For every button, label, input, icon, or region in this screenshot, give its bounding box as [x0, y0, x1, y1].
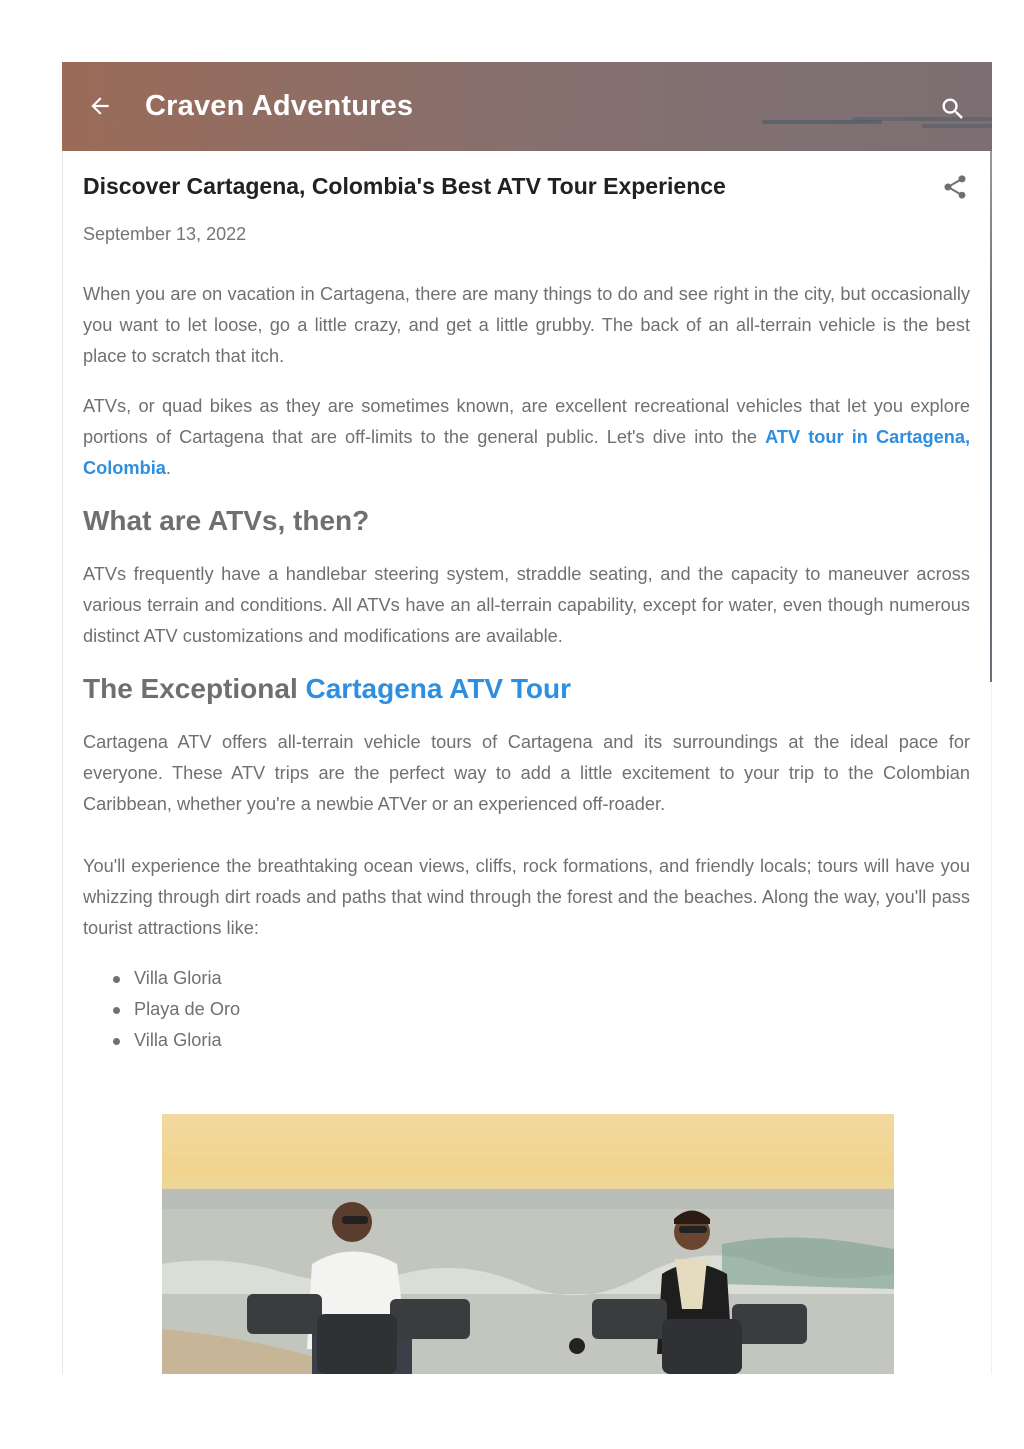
share-button[interactable] [940, 172, 970, 202]
paragraph-tour-offer: Cartagena ATV offers all-terrain vehicle tours of Cartagena and its surroundings at the ideal pace for everyone. These ATV trips are the perfect way to add a little excitement to your trip to the Colombian Caribbean, whether you're a newbie ATVer or an experienced off-roader. [83, 732, 970, 814]
card-border [990, 150, 992, 682]
post-title: Discover Cartagena, Colombia's Best ATV Tour Experience [83, 173, 726, 199]
header-background-streak [852, 117, 992, 121]
section-heading-what-are-atvs: What are ATVs, then? [83, 505, 370, 536]
heading-text: The Exceptional [83, 673, 306, 704]
bullet-icon [113, 976, 120, 983]
paragraph-text: . [165, 458, 171, 478]
attractions-list [108, 963, 970, 1056]
arrow-left-icon [87, 93, 113, 119]
paragraph-atvs [83, 391, 970, 484]
list-item [108, 1025, 970, 1056]
list-item [108, 963, 970, 994]
atv-beach-photo[interactable] [162, 1114, 894, 1374]
bullet-icon [113, 1038, 120, 1045]
paragraph-atv-description: ATVs frequently have a handlebar steering system, straddle seating, and the capacity to maneuver across various terrain and conditions. All ATVs have an all-terrain capability, except for water, even though numerous distinct ATV customizations and modifications are available. [83, 564, 970, 646]
paragraph-experience: You'll experience the breathtaking ocean views, cliffs, rock formations, and friendly locals; tours will have you whizzing through dirt roads and paths that wind through the forest and the beaches. Along the way, you'll pass tourist attractions like: [83, 856, 970, 938]
back-button[interactable] [82, 88, 118, 124]
list-item [108, 994, 970, 1025]
post-date: September 13, 2022 [83, 224, 247, 244]
list-item-text: Villa Gloria [134, 968, 222, 988]
atv-tour-link[interactable]: ATV tour in Cartagena, Colombia [83, 427, 970, 478]
paragraph-text: ATVs, or quad bikes as they are sometimes known, are excellent recreational vehicles that let you explore portions of Cartagena that are off-limits to the general public. Let's dive into the [83, 396, 970, 447]
blog-title[interactable]: Craven Adventures [145, 90, 414, 122]
card-border-lower [991, 682, 992, 1374]
list-item-text: Playa de Oro [134, 999, 241, 1019]
share-icon [941, 173, 969, 201]
spacer [83, 820, 970, 851]
paragraph-intro: When you are on vacation in Cartagena, there are many things to do and see right in the city, but occasionally you want to let loose, go a little crazy, and get a little grubby. The back of an all-terrain vehicle is the best place to scratch that itch. [83, 284, 970, 366]
bullet-icon [113, 1007, 120, 1014]
list-item-text: Villa Gloria [134, 1030, 222, 1050]
blog-header [62, 62, 992, 151]
section-heading-exceptional-tour [83, 671, 970, 707]
search-button[interactable] [936, 92, 970, 126]
post-body [83, 279, 970, 1056]
photo-illustration [162, 1114, 894, 1374]
cartagena-atv-tour-link[interactable]: Cartagena ATV Tour [305, 673, 572, 704]
search-icon [939, 95, 967, 123]
